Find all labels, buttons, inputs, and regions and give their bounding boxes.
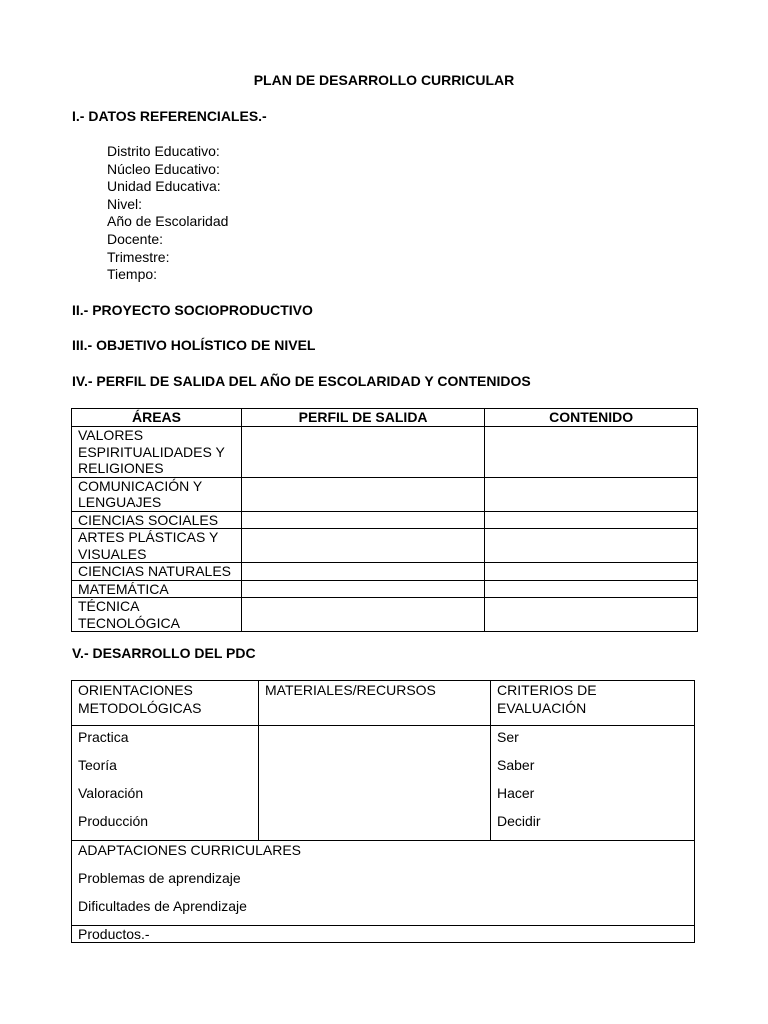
table-row <box>72 511 698 529</box>
orientacion-item: Practica <box>78 729 129 745</box>
perfil-cell <box>241 563 484 581</box>
section-proyecto-heading: II.- PROYECTO SOCIOPRODUCTIVO <box>72 302 313 318</box>
datos-item: Trimestre: <box>107 248 170 265</box>
datos-referenciales-list <box>107 143 228 284</box>
column-header-areas: ÁREAS <box>72 409 242 427</box>
table-header-row <box>72 681 695 726</box>
column-header-orientaciones: ORIENTACIONES METODOLÓGICAS <box>72 681 259 726</box>
adaptaciones-title: ADAPTACIONES CURRICULARES <box>78 842 302 858</box>
criterio-item: Saber <box>497 757 535 773</box>
datos-item: Docente: <box>107 230 164 247</box>
productos-cell: Productos.- <box>72 926 695 943</box>
perfil-cell <box>241 580 484 598</box>
area-cell: MATEMÁTICA <box>72 580 242 598</box>
contenido-cell <box>485 511 698 529</box>
datos-item: Unidad Educativa: <box>107 178 221 195</box>
column-header-contenido: CONTENIDO <box>485 409 698 427</box>
datos-item: Nivel: <box>107 195 143 212</box>
table-row <box>72 529 698 563</box>
perfil-cell <box>241 511 484 529</box>
adaptacion-item: Problemas de aprendizaje <box>78 870 241 886</box>
perfil-salida-table <box>71 408 698 632</box>
document-title: PLAN DE DESARROLLO CURRICULAR <box>253 72 515 88</box>
area-cell: CIENCIAS NATURALES <box>72 563 242 581</box>
contenido-cell <box>485 477 698 511</box>
orientacion-item: Valoración <box>78 785 144 801</box>
area-cell: VALORES ESPIRITUALIDADES Y RELIGIONES <box>72 427 242 478</box>
table-row <box>72 427 698 478</box>
section-desarrollo-heading: V.- DESARROLLO DEL PDC <box>72 645 256 661</box>
table-row <box>72 726 695 841</box>
criterios-cell <box>491 726 695 841</box>
perfil-cell <box>241 598 484 632</box>
perfil-cell <box>241 529 484 563</box>
table-header-row <box>72 409 698 427</box>
contenido-cell <box>485 580 698 598</box>
table-row <box>72 580 698 598</box>
table-row <box>72 563 698 581</box>
datos-item: Núcleo Educativo: <box>107 160 220 177</box>
orientaciones-cell <box>72 726 259 841</box>
column-header-criterios: CRITERIOS DE EVALUACIÓN <box>491 681 695 726</box>
area-cell: COMUNICACIÓN Y LENGUAJES <box>72 477 242 511</box>
section-datos-referenciales-heading: I.- DATOS REFERENCIALES.- <box>72 108 267 124</box>
area-cell: TÉCNICA TECNOLÓGICA <box>72 598 242 632</box>
section-perfil-heading: IV.- PERFIL DE SALIDA DEL AÑO DE ESCOLARIDAD Y CONTENIDOS <box>72 373 531 389</box>
column-header-materiales: MATERIALES/RECURSOS <box>259 681 491 726</box>
table-row <box>72 598 698 632</box>
contenido-cell <box>485 427 698 478</box>
area-cell: CIENCIAS SOCIALES <box>72 511 242 529</box>
table-row <box>72 926 695 943</box>
datos-item: Tiempo: <box>107 266 158 283</box>
criterio-item: Hacer <box>497 785 535 801</box>
section-objetivo-heading: III.- OBJETIVO HOLÍSTICO DE NIVEL <box>72 337 316 353</box>
orientacion-item: Producción <box>78 813 149 829</box>
adaptacion-item: Dificultades de Aprendizaje <box>78 898 247 914</box>
criterio-item: Decidir <box>497 813 541 829</box>
contenido-cell <box>485 598 698 632</box>
contenido-cell <box>485 529 698 563</box>
datos-item: Distrito Educativo: <box>107 143 220 159</box>
perfil-cell <box>241 477 484 511</box>
column-header-perfil: PERFIL DE SALIDA <box>241 409 484 427</box>
table-row <box>72 841 695 926</box>
contenido-cell <box>485 563 698 581</box>
datos-item: Año de Escolaridad <box>107 213 229 230</box>
desarrollo-pdc-table <box>71 680 695 943</box>
materiales-cell <box>259 726 491 841</box>
perfil-cell <box>241 427 484 478</box>
area-cell: ARTES PLÁSTICAS Y VISUALES <box>72 529 242 563</box>
orientacion-item: Teoría <box>78 757 117 773</box>
table-row <box>72 477 698 511</box>
adaptaciones-cell <box>72 841 695 926</box>
criterio-item: Ser <box>497 729 519 745</box>
